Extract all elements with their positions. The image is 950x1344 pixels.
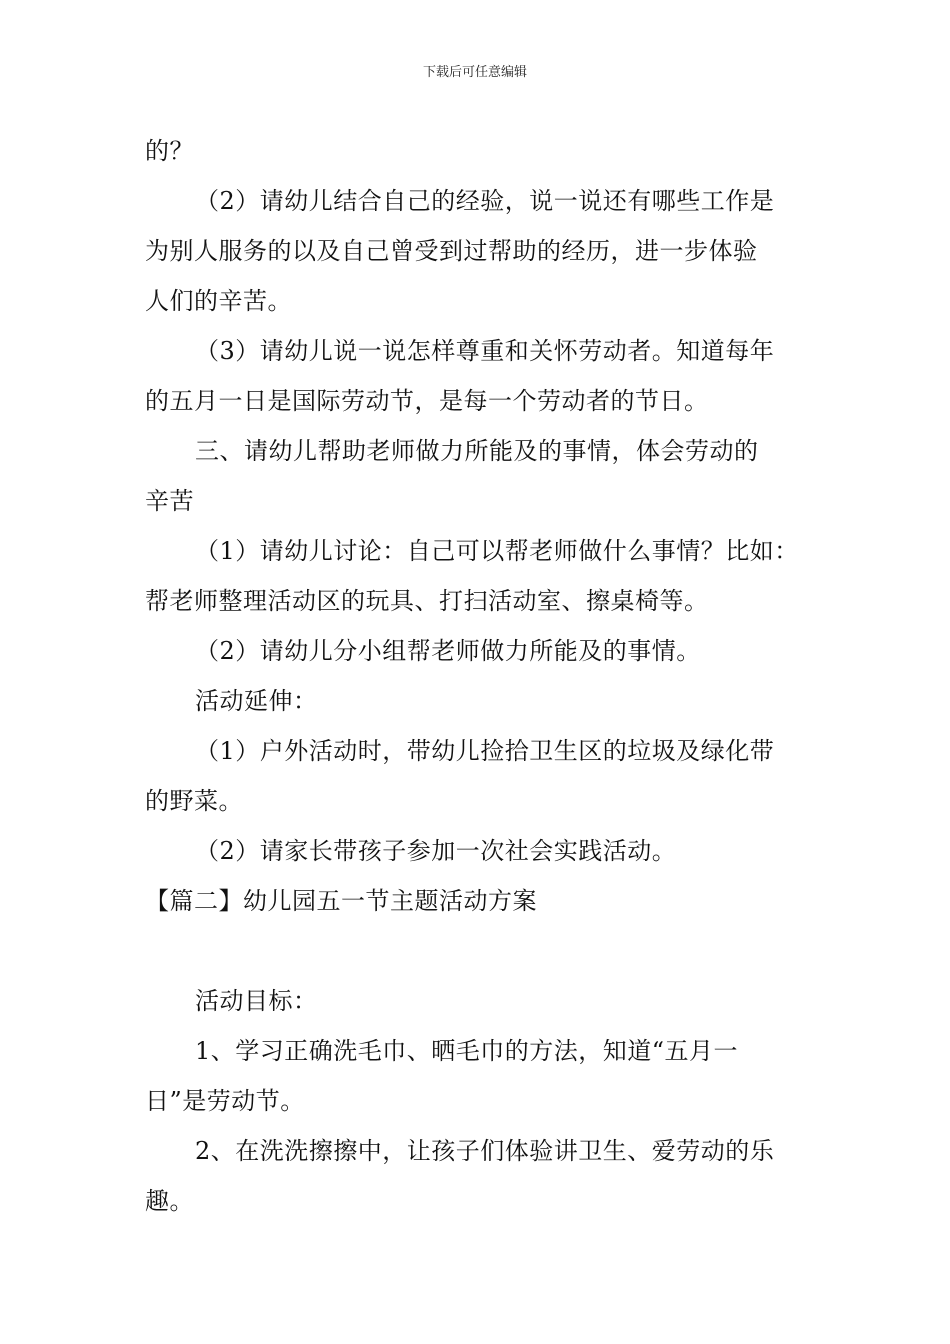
- page-header: 下载后可任意编辑: [422, 65, 527, 80]
- text-line: 为别人服务的以及自己曾受到过帮助的经历，进一步体验: [145, 237, 758, 265]
- blank-line: [145, 926, 810, 976]
- text-line: （3）请幼儿说一说怎样尊重和关怀劳动者。知道每年: [195, 337, 775, 365]
- text-line: 人们的辛苦。: [145, 287, 292, 315]
- chapter-title: 【篇二】幼儿园五一节主题活动方案: [145, 887, 537, 915]
- text-line: 日”是劳动节。: [145, 1087, 305, 1115]
- text-line: （2）请幼儿分小组帮老师做力所能及的事情。: [195, 637, 701, 665]
- text-line: （2）请家长带孩子参加一次社会实践活动。: [195, 837, 677, 865]
- text-line: 的？: [145, 137, 194, 165]
- document-body: [145, 126, 810, 1226]
- text-line: 帮老师整理活动区的玩具、打扫活动室、擦桌椅等。: [145, 587, 709, 615]
- text-line: 的野菜。: [145, 787, 243, 815]
- text-line: 趣。: [145, 1187, 194, 1215]
- text-line: 的五月一日是国际劳动节，是每一个劳动者的节日。: [145, 387, 709, 415]
- text-line: 1、学习正确洗毛巾、晒毛巾的方法，知道“五月一: [195, 1037, 739, 1065]
- text-line: （1）户外活动时，带幼儿捡拾卫生区的垃圾及绿化带: [195, 737, 775, 765]
- text-line: （1）请幼儿讨论：自己可以帮老师做什么事情？比如：: [195, 537, 799, 565]
- section-heading: 三、请幼儿帮助老师做力所能及的事情，体会劳动的: [195, 437, 759, 465]
- section-heading: 活动目标：: [195, 987, 318, 1015]
- text-line: （2）请幼儿结合自己的经验，说一说还有哪些工作是: [195, 187, 775, 215]
- text-line: 辛苦: [145, 487, 194, 515]
- text-line: 2、在洗洗擦擦中，让孩子们体验讲卫生、爱劳动的乐: [195, 1137, 775, 1165]
- section-heading: 活动延伸：: [195, 687, 318, 715]
